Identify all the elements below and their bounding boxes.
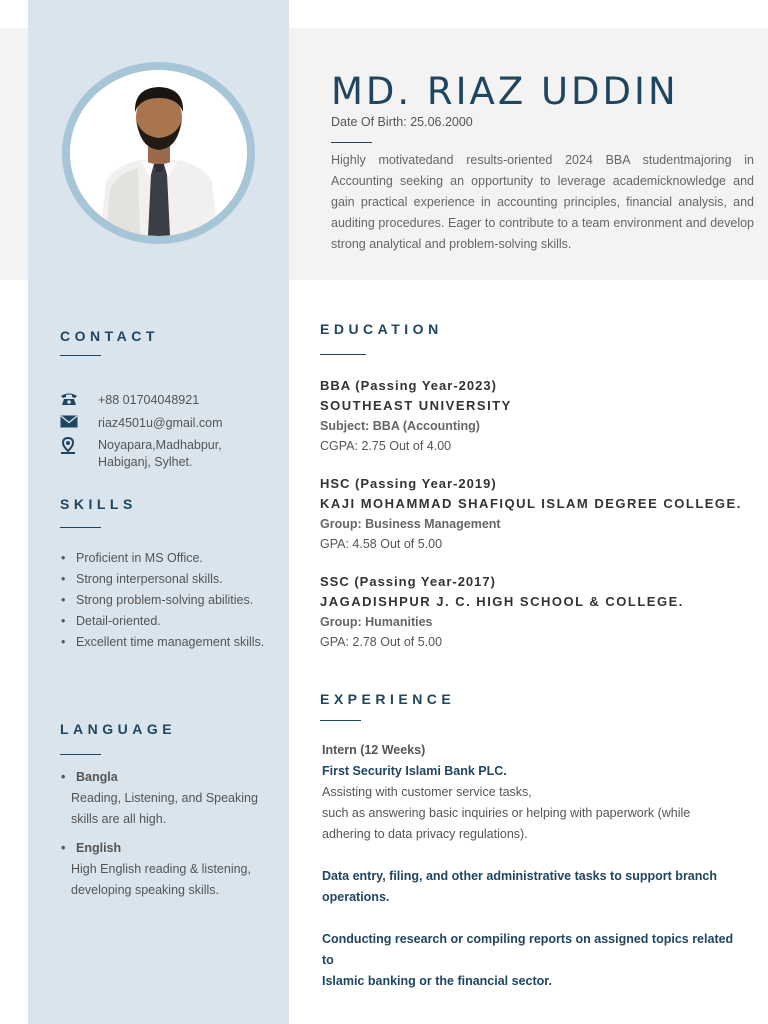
person-portrait-icon [70, 70, 247, 236]
date-of-birth: Date Of Birth: 25.06.2000 [331, 115, 473, 129]
candidate-name: MD. RIAZ UDDIN [331, 70, 679, 113]
phone-icon [60, 392, 98, 409]
contact-heading: CONTACT [60, 328, 159, 344]
experience-task-line: Islamic banking or the financial sector. [322, 974, 552, 988]
experience-task-line: Assisting with customer service tasks, [322, 785, 532, 799]
education-field: Group: Business Management [320, 517, 501, 531]
address-line-1: Noyapara,Madhabpur, [98, 438, 222, 452]
list-item: • Strong interpersonal skills. [60, 569, 285, 590]
experience-task-line: adhering to data privacy regulations). [322, 827, 528, 841]
profile-summary: Highly motivatedand results-oriented 2024 BBA studentmajoring in Accounting seeking an opportunity to leverage academicknowledge and gain practical experience in accounting principles, financial analysis, and auditing procedures. Eager to contribute to a team environment and develop strong analytical and problem-solving skills. [331, 153, 754, 251]
education-divider [320, 354, 366, 355]
education-result: GPA: 2.78 Out of 5.00 [320, 635, 443, 649]
experience-task-line: Data entry, filing, and other administrative tasks to support branch [322, 869, 717, 883]
skills-heading: SKILLS [60, 496, 137, 512]
contact-email [60, 415, 223, 432]
education-field: Group: Humanities [320, 615, 433, 629]
list-item: • Detail-oriented. [60, 611, 285, 632]
experience-divider [320, 720, 361, 721]
experience-role: Intern (12 Weeks) [322, 743, 426, 757]
phone-number[interactable]: +88 01704048921 [98, 393, 200, 407]
envelope-icon [60, 415, 98, 431]
experience-company: First Security Islami Bank PLC. [322, 764, 507, 778]
language-description: developing speaking skills. [71, 883, 220, 897]
experience-task-line: Conducting research or compiling reports on assigned topics related to [322, 932, 734, 967]
language-name: • Bangla [60, 768, 275, 786]
education-entry-ssc [320, 572, 750, 652]
email-address[interactable]: riaz4501u@gmail.com [98, 416, 223, 430]
education-degree: HSC (Passing Year-2019) [320, 476, 497, 491]
language-description: skills are all high. [71, 812, 167, 826]
experience-entry [322, 740, 742, 992]
education-result: GPA: 4.58 Out of 5.00 [320, 537, 443, 551]
language-item-english [60, 839, 275, 901]
experience-task-line: operations. [322, 890, 390, 904]
education-entry-bba [320, 376, 750, 456]
education-heading: EDUCATION [320, 321, 443, 337]
experience-task-line: such as answering basic inquiries or helping with paperwork (while [322, 806, 691, 820]
education-institution: KAJI MOHAMMAD SHAFIQUL ISLAM DEGREE COLLEGE. [320, 496, 742, 511]
experience-heading: EXPERIENCE [320, 691, 456, 707]
list-item: • Excellent time management skills. [60, 632, 285, 653]
header-divider [331, 142, 372, 143]
education-entry-hsc [320, 474, 750, 554]
skills-divider [60, 527, 101, 528]
language-divider [60, 754, 101, 755]
list-item: • Strong problem-solving abilities. [60, 590, 285, 611]
list-item: • Proficient in MS Office. [60, 548, 285, 569]
skills-list [60, 548, 285, 653]
address-line-2: Habiganj, Sylhet. [98, 455, 193, 469]
education-degree: SSC (Passing Year-2017) [320, 574, 496, 589]
contact-phone [60, 392, 199, 409]
language-heading: LANGUAGE [60, 721, 177, 737]
contact-address [60, 437, 222, 471]
education-institution: JAGADISHPUR J. C. HIGH SCHOOL & COLLEGE. [320, 594, 684, 609]
education-institution: SOUTHEAST UNIVERSITY [320, 398, 512, 413]
education-field: Subject: BBA (Accounting) [320, 419, 480, 433]
contact-divider [60, 355, 101, 356]
language-name: • English [60, 839, 275, 857]
location-pin-icon [60, 437, 98, 457]
language-description: Reading, Listening, and Speaking [71, 791, 258, 805]
education-degree: BBA (Passing Year-2023) [320, 378, 497, 393]
education-result: CGPA: 2.75 Out of 4.00 [320, 439, 452, 453]
profile-photo [62, 62, 255, 244]
language-description: High English reading & listening, [71, 862, 251, 876]
language-item-bangla [60, 768, 275, 830]
